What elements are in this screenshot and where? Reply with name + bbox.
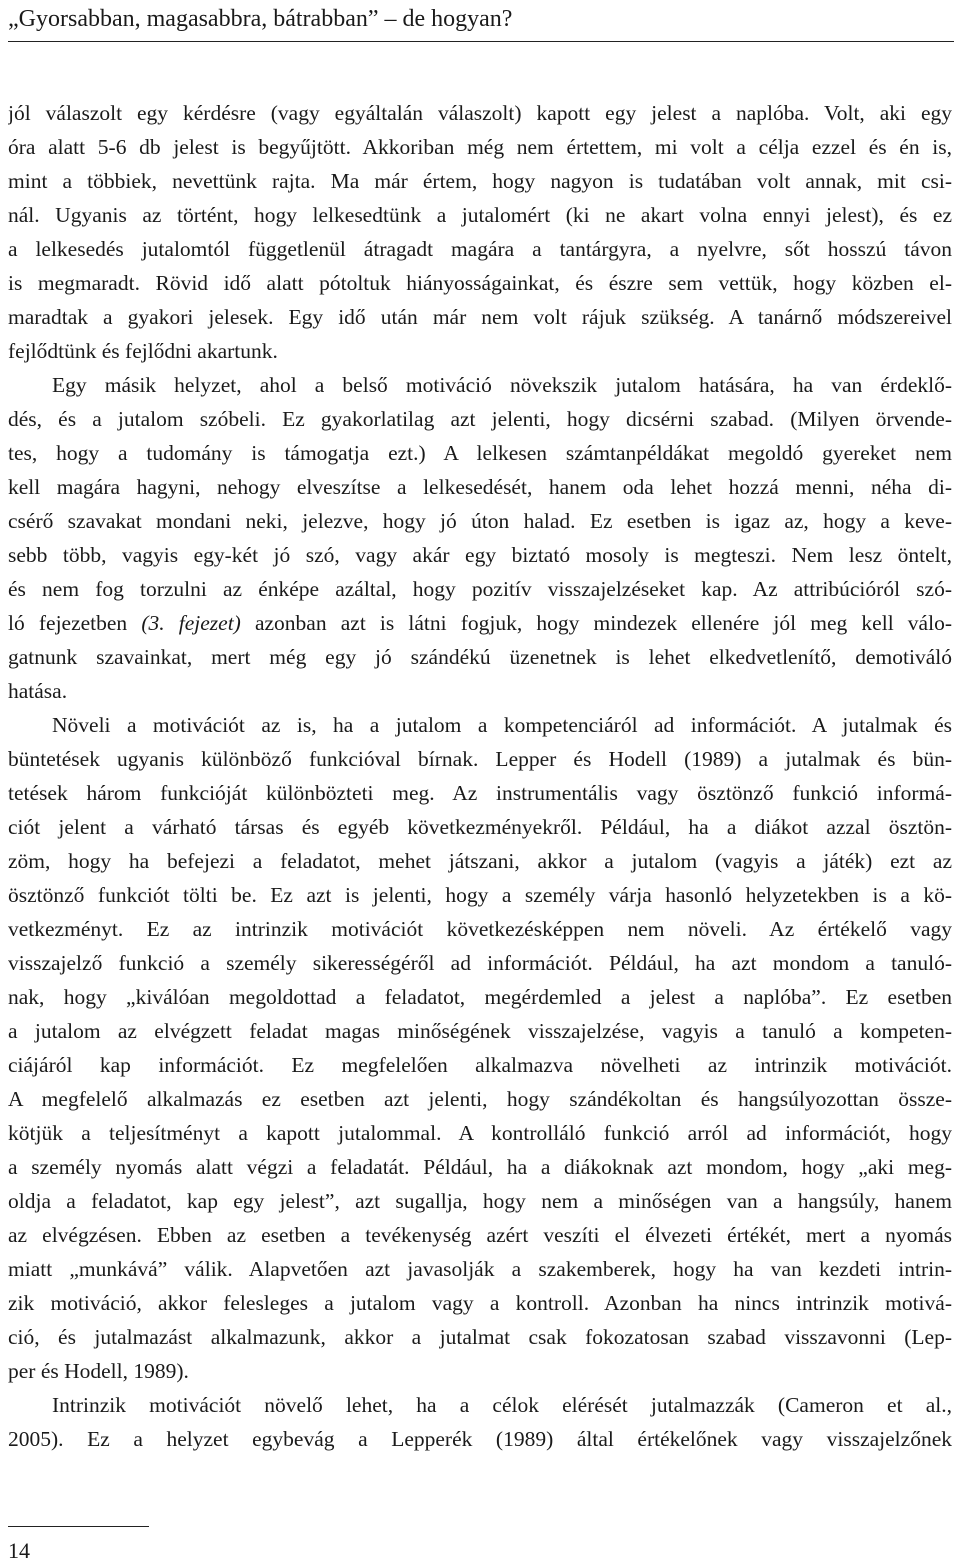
- text-line: zik motiváció, akkor felesleges a jutalom vagy a kontroll. Azonban ha nincs intrinzik motivá-: [8, 1291, 952, 1315]
- text-line: ció, és jutalmazást alkalmazunk, akkor a jutalmat csak fokozatosan szabad visszavonni (Lep-: [8, 1325, 952, 1349]
- running-header: „Gyorsabban, magasabbra, bátrabban” – de hogyan?: [8, 6, 513, 32]
- text-line: oldja a feladatot, kap egy jelest”, azt sugallja, hogy nem a minőségen van a hangsúly, hanem: [8, 1189, 952, 1213]
- text-line: fejlődtünk és fejlődni akartunk.: [8, 339, 278, 363]
- header-rule: [8, 41, 954, 42]
- body-text: [8, 96, 952, 1456]
- text-line: a lelkesedés jutalomtól függetlenül átragadt magára a tantárgyra, a nyelvre, sőt hosszú távon: [8, 237, 952, 261]
- text-line: Egy másik helyzet, ahol a belső motiváció növekszik jutalom hatására, ha van érdeklő-: [52, 373, 952, 397]
- text-line: zöm, hogy ha befejezi a feladatot, mehet játszani, akkor a jutalom (vagyis a játék) ezt az: [8, 849, 952, 873]
- text-line: ló fejezetben (3. fejezet) azonban azt is látni fogjuk, hogy mindezek ellenére jól meg kell válo-: [8, 611, 952, 635]
- text-line: jól válaszolt egy kérdésre (vagy egyáltalán válaszolt) kapott egy jelest a naplóba. Volt, aki egy: [8, 101, 952, 125]
- text-line: miatt „munkává” válik. Alapvetően azt javasolják a szakemberek, hogy ha van kezdeti intrin-: [8, 1257, 952, 1281]
- text-line: a jutalom az elvégzett feladat magas minőségének visszajelzése, vagyis a tanuló a kompeten-: [8, 1019, 952, 1043]
- text-line: 2005). Ez a helyzet egybevág a Lepperék (1989) által értékelőnek vagy visszajelzőnek: [8, 1427, 952, 1451]
- text-line: A megfelelő alkalmazás ez esetben azt jelenti, hogy szándékoltan és hangsúlyozottan össze-: [8, 1087, 952, 1111]
- text-line: kötjük a teljesítményt a kapott jutalommal. A kontrolláló funkció arról ad információt, hogy: [8, 1121, 952, 1145]
- footer-rule: [8, 1526, 149, 1527]
- text-line: az elvégzésen. Ebben az esetben a tevékenység azért veszíti el élvezeti értékét, mert a nyomás: [8, 1223, 952, 1247]
- text-line: vetkezményt. Ez az intrinzik motivációt következésképpen nem növeli. Az értékelő vagy: [8, 917, 952, 941]
- text-line: a személy nyomás alatt végzi a feladatát. Például, ha a diákoknak azt mondom, hogy „aki meg-: [8, 1155, 952, 1179]
- text-line: gatnunk szavainkat, mert még egy jó szándékú üzenetnek is lehet elkedvetlenítő, demotiváló: [8, 645, 952, 669]
- text-line: büntetések ugyanis különböző funkcióval bírnak. Lepper és Hodell (1989) a jutalmak és bün-: [8, 747, 952, 771]
- text-line: hatása.: [8, 679, 68, 703]
- text-line: csérő szavakat mondani neki, jelezve, hogy jó úton halad. Ez esetben is igaz az, hogy a keve-: [8, 509, 952, 533]
- text-line: kell magára hagyni, nehogy elveszítse a lelkesedését, hanem oda lehet hozzá menni, néha di-: [8, 475, 952, 499]
- text-line: tetések három funkcióját különbözteti meg. Az instrumentális vagy ösztönző funkció informá-: [8, 781, 952, 805]
- text-line: sebb több, vagyis egy-két jó szó, vagy akár egy biztató mosoly is megteszi. Nem lesz öntelt,: [8, 543, 952, 567]
- text-line: Intrinzik motivációt növelő lehet, ha a célok elérését jutalmazzák (Cameron et al.,: [52, 1393, 952, 1417]
- chapter-reference: (3. fejezet): [141, 611, 241, 635]
- text-line: tes, hogy a tudomány is támogatja ezt.) A lelkesen számtanpéldákat megoldó gyereket nem: [8, 441, 952, 465]
- text-line: per és Hodell, 1989).: [8, 1359, 189, 1383]
- text-line: nak, hogy „kiválóan megoldottad a feladatot, megérdemled a jelest a naplóba”. Ez esetben: [8, 985, 952, 1009]
- text-line: nál. Ugyanis az történt, hogy lelkesedtünk a jutalomért (ki ne akart volna ennyi jelest), és ez: [8, 203, 952, 227]
- page-number: 14: [8, 1538, 30, 1563]
- text-line: Növeli a motivációt az is, ha a jutalom a kompetenciáról ad információt. A jutalmak és: [52, 713, 952, 737]
- text-line: visszajelző funkció a személy sikerességéről ad információt. Például, ha azt mondom a tanuló-: [8, 951, 952, 975]
- text-line: óra alatt 5-6 db jelest is begyűjtött. Akkoriban még nem értettem, mi volt a célja ezzel és én is,: [8, 135, 952, 159]
- text-line: mint a többiek, nevettünk rajta. Ma már értem, hogy nagyon is tudatában volt annak, mit csi-: [8, 169, 952, 193]
- text-line: dés, és a jutalom szóbeli. Ez gyakorlatilag azt jelenti, hogy dicsérni szabad. (Milyen örvende-: [8, 407, 952, 431]
- text-line: ösztönző funkciót tölti be. Ez azt is jelenti, hogy a személy várja hasonló helyzetekben is a kö-: [8, 883, 952, 907]
- text-line: is megmaradt. Rövid idő alatt pótoltuk hiányosságainkat, és észre sem vettük, hogy közben el-: [8, 271, 952, 295]
- text-line: és nem fog torzulni az énképe azáltal, hogy pozitív visszajelzéseket kap. Az attribúcióról szó-: [8, 577, 952, 601]
- text-line: ciót jelent a várható társas és egyéb következményekről. Például, ha a diákot azzal ösztön-: [8, 815, 952, 839]
- text-line: ciájáról kap információt. Ez megfelelően alkalmazva növelheti az intrinzik motivációt.: [8, 1053, 952, 1077]
- text-line: maradtak a gyakori jelesek. Egy idő után már nem volt rájuk szükség. A tanárnő módszereivel: [8, 305, 952, 329]
